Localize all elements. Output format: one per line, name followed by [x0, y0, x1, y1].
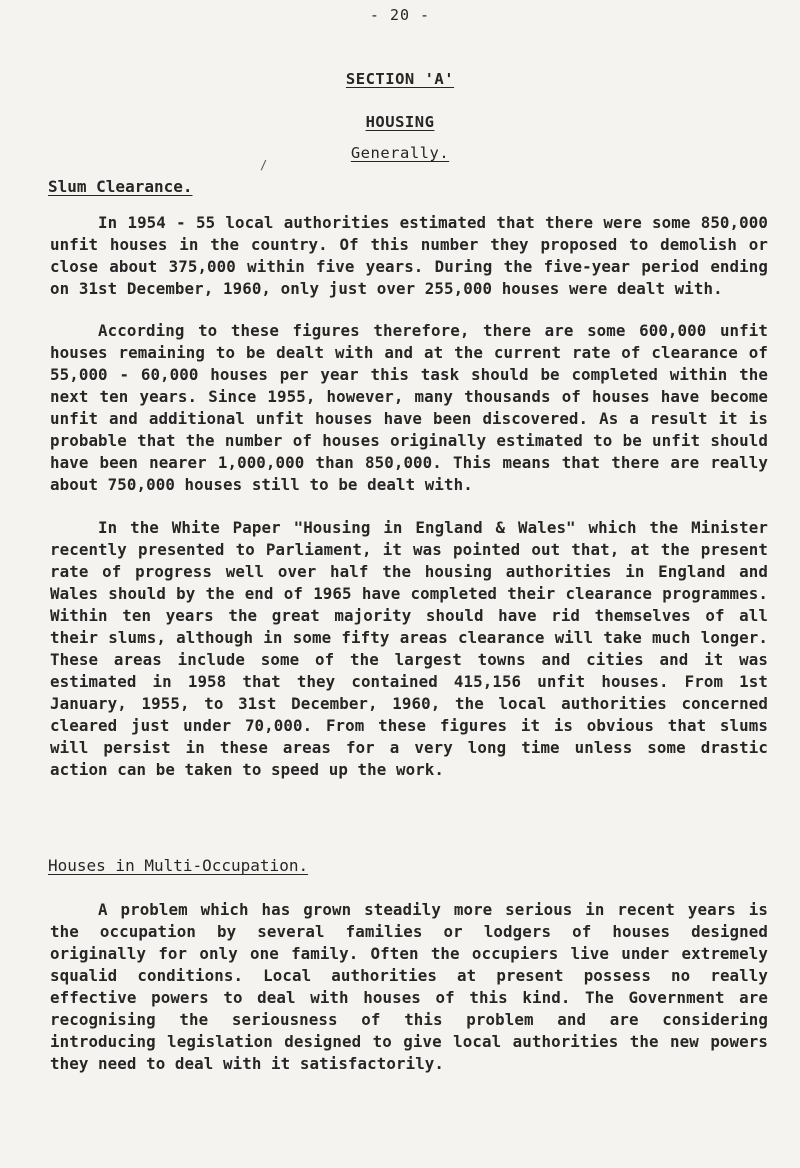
slum-clearance-heading: Slum Clearance.	[48, 177, 193, 196]
multi-occupation-paragraph: A problem which has grown steadily more serious in recent years is the occupation by several families or lodgers of houses designed originally for only one family. Often the occupiers live under extremely squalid conditions. Local authorities at present possess no really effective powers to deal with houses of this kind. The Government are recognising the seriousness of this problem and are considering introducing legislation designed to give local authorities the new powers they need to deal with it satisfactorily.	[50, 900, 768, 1073]
section-heading: SECTION 'A'	[345, 70, 455, 88]
slum-paragraph-1: In 1954 - 55 local authorities estimated that there were some 850,000 unfit houses in the country. Of this number they proposed to demolish or close about 375,000 within five years. During the five-year period ending on 31st December, 1960, only just over 255,000 houses were dealt with.	[50, 213, 768, 298]
pencil-mark-decoration: /	[260, 158, 268, 172]
slum-paragraph-3: In the White Paper "Housing in England & Wales" which the Minister recently presented to Parliament, it was pointed out that, at the present rate of progress well over half the housing authorities in England and Wales should by the end of 1965 have completed their clearance programmes. Within ten years the great majority should have rid themselves of all their slums, although in some fifty areas clearance will take much longer. These areas include some of the largest towns and cities and it was estimated in 1958 that they contained 415,156 unfit houses. From 1st January, 1955, to 31st December, 1960, the local authorities concerned cleared just under 70,000. From these figures it is obvious that slums will persist in these areas for a very long time unless some drastic action can be taken to speed up the work.	[50, 518, 768, 779]
housing-heading: HOUSING	[365, 113, 435, 131]
page-number: - 20 -	[369, 6, 431, 24]
multi-occupation-heading: Houses in Multi-Occupation.	[48, 856, 309, 875]
generally-heading: Generally.	[350, 144, 450, 162]
slum-paragraph-2: According to these figures therefore, there are some 600,000 unfit houses remaining to be dealt with and at the current rate of clearance of 55,000 - 60,000 houses per year this task should be completed within the next ten years. Since 1955, however, many thousands of houses have become unfit and additional unfit houses have been discovered. As a result it is probable that the number of houses originally estimated to be unfit should have been nearer 1,000,000 than 850,000. This means that there are really about 750,000 houses still to be dealt with.	[50, 321, 768, 494]
